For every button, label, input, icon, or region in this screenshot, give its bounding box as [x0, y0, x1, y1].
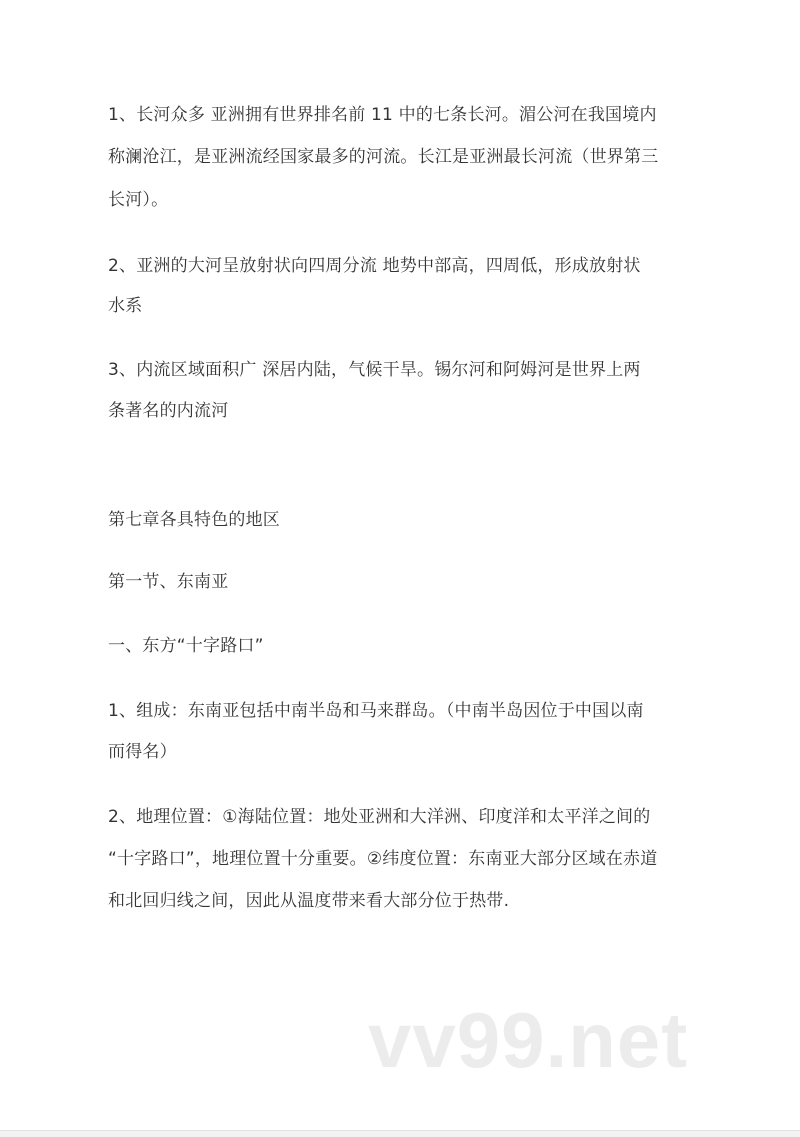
text-line: 3、内流区域面积广 深居内陆，气候干旱。锡尔河和阿姆河是世界上两 [108, 360, 641, 380]
text-line: 2、地理位置：①海陆位置：地处亚洲和大洋洲、印度洋和太平洋之间的 [108, 807, 651, 827]
subsection-heading: 一、东方“十字路口” [108, 636, 264, 656]
watermark: vv99.net [368, 996, 689, 1084]
section-heading: 第一节、东南亚 [108, 572, 229, 592]
text-line: 称澜沧江，是亚洲流经国家最多的河流。长江是亚洲最长河流（世界第三 [108, 147, 659, 167]
chapter-heading: 第七章各具特色的地区 [108, 510, 280, 530]
text-line: “十字路口”，地理位置十分重要。②纬度位置：东南亚大部分区域在赤道 [108, 849, 658, 869]
text-line: 而得名） [108, 742, 177, 762]
text-line: 水系 [108, 296, 143, 316]
text-line: 和北回归线之间，因此从温度带来看大部分位于热带. [108, 891, 510, 911]
text-line: 1、组成：东南亚包括中南半岛和马来群岛。（中南半岛因位于中国以南 [108, 701, 644, 721]
text-line: 长河）。 [108, 190, 169, 210]
text-line: 1、长河众多 亚洲拥有世界排名前 11 中的七条长河。湄公河在我国境内 [108, 105, 657, 125]
text-line: 条著名的内流河 [108, 401, 229, 421]
page-bottom-edge [0, 1131, 800, 1137]
text-line: 2、亚洲的大河呈放射状向四周分流 地势中部高，四周低，形成放射状 [108, 256, 641, 276]
